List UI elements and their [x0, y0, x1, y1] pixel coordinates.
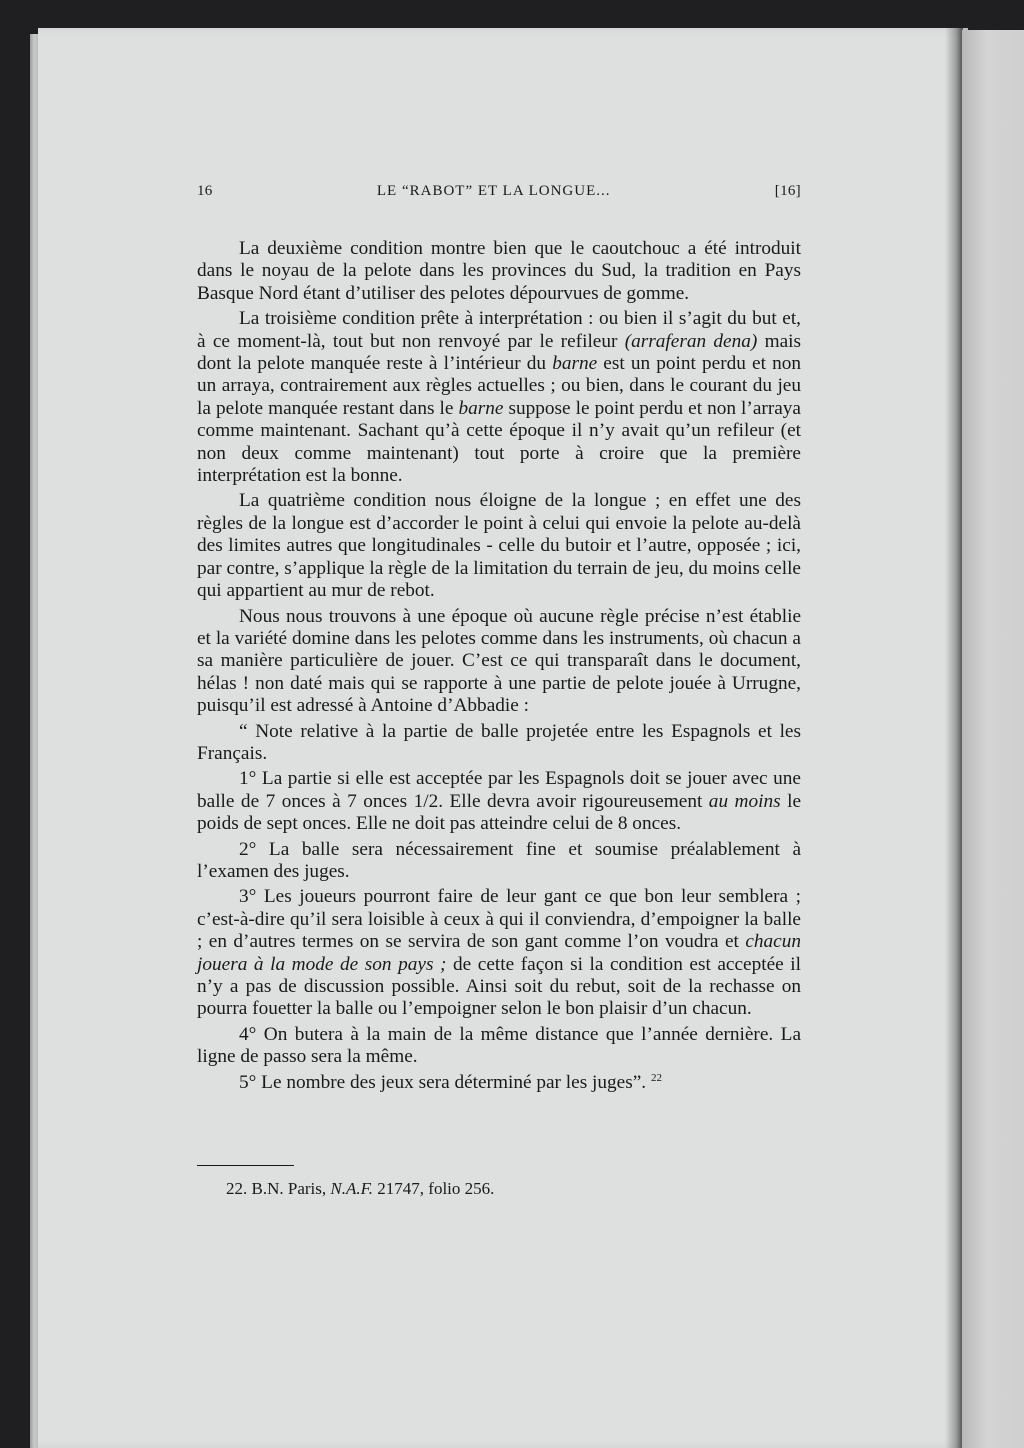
- page-text-block: [197, 183, 801, 1199]
- paragraph-epoch: Nous nous trouvons à une époque où aucune règle précise n’est établie et la variété domine dans les pelotes comme dans les instruments, où chacun a sa manière particulière de jouer. C’est ce qui transparaît dans le document, hélas ! non daté mais qui se rapporte à une partie de pelote jouée à Urrugne, puisqu’il est adressé à Antoine d’Abbadie :: [197, 605, 801, 717]
- section-number: [16]: [774, 183, 801, 199]
- paragraph-third-condition: La troisième condition prête à interprétation : ou bien il s’agit du but et, à ce moment-là, tout but non renvoyé par le refileur (arraferan dena) mais dont la pelote manquée reste à l’intérieur du barne est un point perdu et non un arraya, contrairement aux règles actuelles ; ou bien, dans le courant du jeu la pelote manquée restant dans le barne suppose le point perdu et non l’arraya comme maintenant. Sachant qu’à cette époque il n’y avait qu’un refileur (et non deux comme maintenant) tout porte à croire que la première interprétation est la bonne.: [197, 308, 801, 487]
- running-header: [197, 183, 801, 200]
- facing-page-edge: [962, 30, 1024, 1448]
- paragraph-quote-intro: “ Note relative à la partie de balle projetée entre les Espagnols et les Français.: [197, 720, 801, 764]
- paragraph-rule-2: 2° La balle sera nécessairement fine et soumise préalablement à l’examen des juges.: [197, 838, 801, 882]
- paragraph-fourth-condition: La quatrième condition nous éloigne de la longue ; en effet une des règles de la longue est d’accorder le point à celui qui envoie la pelote au-delà des limites autres que longitudinales - celle du butoir et l’autre, opposée ; ici, par contre, s’applique la règle de la limitation du terrain de jeu, du moins celle qui appartient au mur de rebot.: [197, 490, 801, 602]
- footnote-reference: 22: [650, 1071, 662, 1084]
- paragraph-rule-3: 3° Les joueurs pourront faire de leur gant ce que bon leur semblera ; c’est-à-dire qu’il sera loisible à ceux à qui il conviendra, d’empoigner la balle ; en d’autres termes on se servira de son gant comme l’on voudra et chacun jouera à la mode de son pays ; de cette façon si la condition est acceptée il n’y a pas de discussion possible. Ainsi soit du rebut, soit de la rechasse on pourra fouetter la balle ou l’empoigner selon le bon plaisir d’un chacun.: [197, 886, 801, 1020]
- paragraph-rule-1: 1° La partie si elle est acceptée par les Espagnols doit se jouer avec une balle de 7 onces à 7 onces 1/2. Elle devra avoir rigoureusement au moins le poids de sept onces. Elle ne doit pas atteindre celui de 8 onces.: [197, 768, 802, 835]
- binding-gutter: [945, 28, 963, 1448]
- page-number: 16: [197, 183, 213, 199]
- paragraph-rule-4: 4° On butera à la main de la même distance que l’année dernière. La ligne de passo sera la même.: [197, 1023, 801, 1068]
- paragraph-second-condition: La deuxième condition montre bien que le caoutchouc a été introduit dans le noyau de la pelote dans les provinces du Sud, la tradition en Pays Basque Nord étant d’utiliser des pelotes dépourvues de gomme.: [197, 238, 801, 304]
- footnote-22: 22. B.N. Paris, N.A.F. 21747, folio 256.: [226, 1179, 495, 1199]
- footnote-divider: [197, 1165, 294, 1166]
- running-title: LE “RABOT” ET LA LONGUE...: [376, 183, 611, 199]
- paragraph-rule-5: 5° Le nombre des jeux sera déterminé par les juges”. $^{22}$: [239, 1071, 662, 1093]
